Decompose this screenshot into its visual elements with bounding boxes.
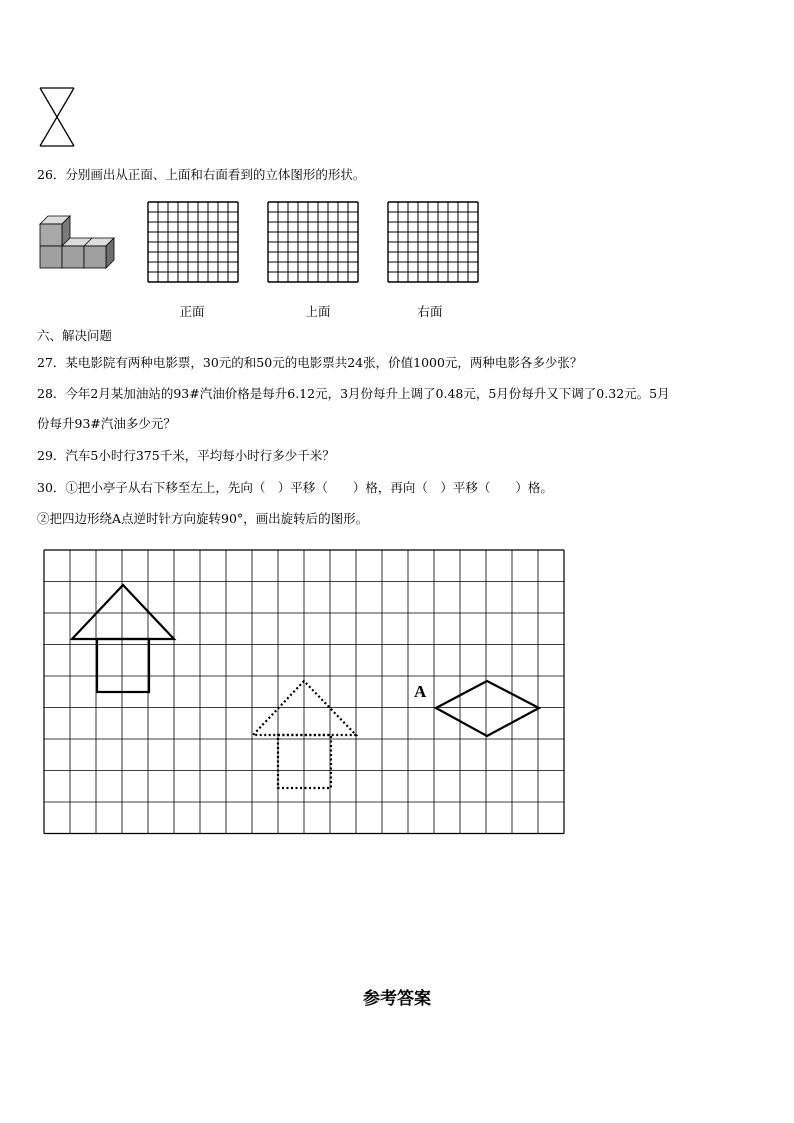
pavilion-dotted xyxy=(253,681,356,788)
front-view-grid[interactable] xyxy=(147,201,239,285)
question-28-line2: 份每升93#汽油多少元？ xyxy=(37,416,176,431)
section-title: 六、解决问题 xyxy=(37,328,113,343)
right-view-grid[interactable] xyxy=(387,201,479,285)
right-view-label: 右面 xyxy=(417,304,443,319)
question-28-line1: 28．今年2月某加油站的93#汽油价格是每升6.12元，3月份每升上调了0.48元，5月份每升又下调了0.32元。5月 xyxy=(37,386,670,401)
front-view-label: 正面 xyxy=(179,304,205,319)
top-view-grid[interactable] xyxy=(267,201,359,285)
top-view-label: 上面 xyxy=(305,304,331,319)
answers-title: 参考答案 xyxy=(363,989,431,1009)
question-27: 27．某电影院有两种电影票，30元的和50元的电影票共24张，价值1000元，两种电影各多少张？ xyxy=(37,355,583,370)
translation-grid[interactable] xyxy=(43,549,567,837)
hourglass-figure xyxy=(38,86,76,148)
question-30-part2: ②把四边形绕A点逆时针方向旋转90°，画出旋转后的图形。 xyxy=(37,511,369,526)
cube-figure xyxy=(38,212,120,270)
question-29: 29．汽车5小时行375千米，平均每小时行多少千米？ xyxy=(37,448,335,463)
point-a-label: A xyxy=(414,682,427,701)
rhombus-shape xyxy=(436,681,539,736)
question-26: 26．分别画出从正面、上面和右面看到的立体图形的形状。 xyxy=(37,167,366,182)
question-30-part1: 30．①把小亭子从右下移至左上，先向（ ）平移（ ）格，再向（ ）平移（ ）格。 xyxy=(37,480,553,495)
